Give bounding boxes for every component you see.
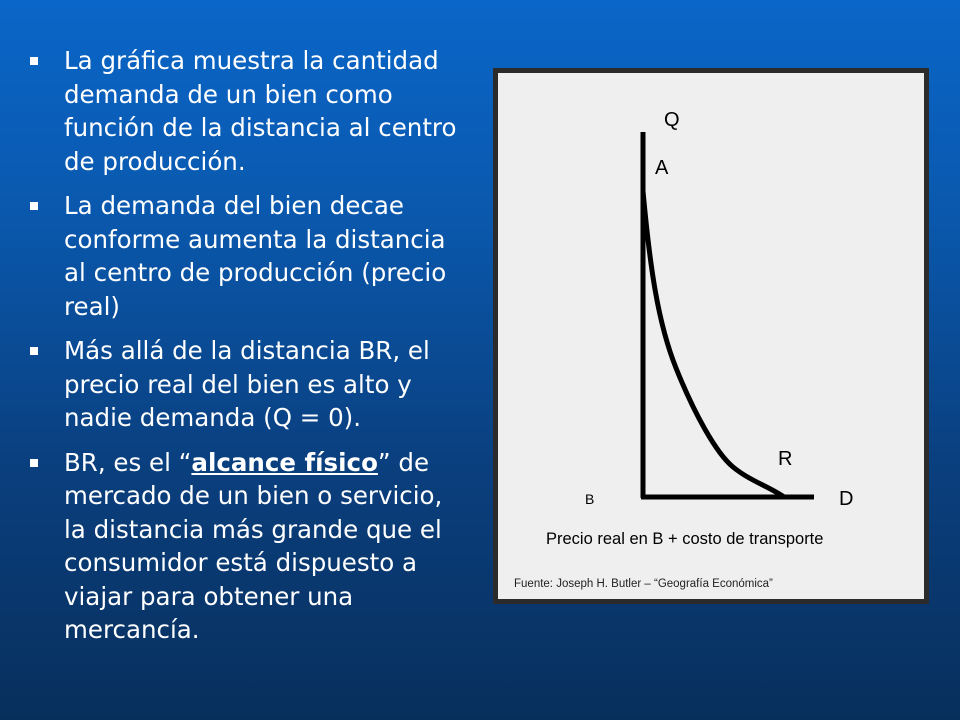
bullet-marker — [30, 57, 38, 65]
bullet-text-after: ” de mercado de un bien o servicio, la distancia más grande que el consumidor está dispuesto a viajar para obtener una mercancía. — [64, 447, 443, 644]
x-axis-caption: Precio real en B + costo de transporte — [546, 530, 824, 548]
label-a: A — [655, 157, 669, 179]
label-b: B — [585, 491, 595, 507]
bullet-item-1 — [30, 44, 460, 178]
bullet-text-before: BR, es el “ — [64, 447, 192, 477]
bullet-text: La gráfica muestra la cantidad demanda de un bien como función de la distancia al centro de producción. — [64, 46, 457, 176]
bullet-marker — [30, 347, 38, 355]
bullet-text: Más allá de la distancia BR, el precio real del bien es alto y nadie demanda (Q = 0). — [64, 336, 430, 432]
demand-diagram — [498, 73, 924, 599]
label-d: D — [839, 488, 854, 510]
label-r: R — [778, 448, 793, 470]
bullet-item-3 — [30, 334, 460, 435]
demand-diagram-panel — [493, 68, 929, 604]
bullet-marker — [30, 202, 38, 210]
bullet-list — [30, 44, 460, 658]
label-q: Q — [664, 109, 680, 131]
bullet-text: La demanda del bien decae conforme aumenta la distancia al centro de producción (precio real) — [64, 191, 447, 321]
demand-curve — [643, 191, 784, 497]
bullet-item-4 — [30, 446, 460, 647]
bullet-item-2 — [30, 189, 460, 323]
bullet-marker — [30, 459, 38, 467]
alcance-fisico-link[interactable]: alcance físico — [191, 447, 378, 477]
source-note: Fuente: Joseph H. Butler – “Geografía Económica” — [514, 578, 773, 590]
